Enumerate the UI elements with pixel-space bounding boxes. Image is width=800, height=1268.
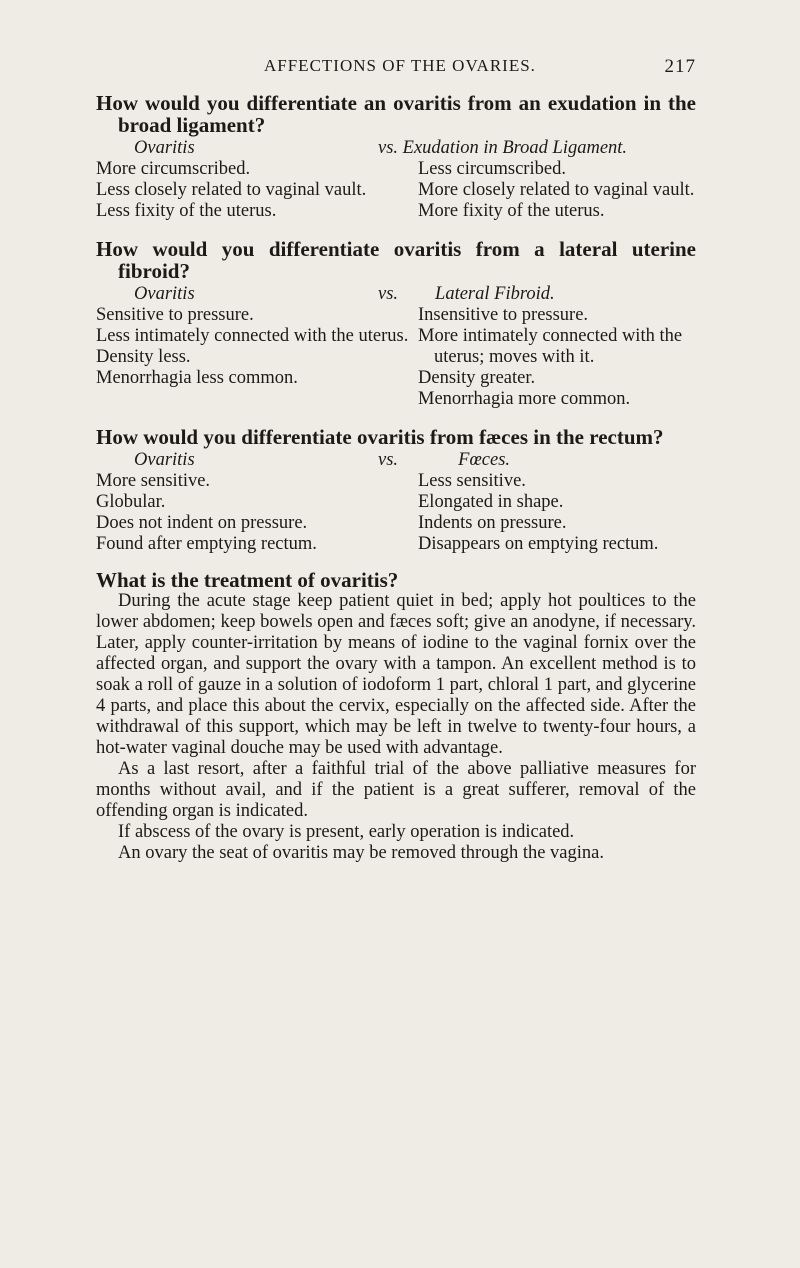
question-heading: How would you differentiate ovaritis from fæces in the rectum? (96, 425, 664, 449)
paragraph: If abscess of the ovary is present, early operation is indicated. (118, 822, 575, 842)
right-header-text: Fœces. (458, 450, 511, 470)
left-item: Less closely related to vaginal vault. (96, 180, 367, 200)
left-item: More sensitive. (96, 471, 211, 491)
page-number: 217 (664, 56, 696, 77)
comparison-right-column (378, 138, 696, 222)
section-lateral-fibroid (96, 238, 696, 410)
left-item: More circumscribed. (96, 159, 251, 179)
comparison-table (96, 138, 696, 222)
versus-label: vs. (378, 450, 399, 470)
right-item: Insensitive to pressure. (418, 305, 589, 325)
right-item: More fixity of the uterus. (418, 201, 605, 221)
right-header-text: Exudation in Broad Ligament. (402, 138, 628, 158)
left-item: Density less. (96, 347, 191, 367)
right-item: Indents on pressure. (418, 513, 567, 533)
right-item: Less circumscribed. (418, 159, 566, 179)
comparison-right-column (378, 450, 696, 555)
left-item: Sensitive to pressure. (96, 305, 254, 325)
comparison-table (96, 450, 696, 555)
left-item: Does not indent on pressure. (96, 513, 308, 533)
question-heading: How would you differentiate ovaritis from a lateral uterine fibroid? (96, 237, 696, 283)
right-item: More intimately connected with the uterus; moves with it. (418, 326, 683, 367)
comparison-left-column (96, 138, 418, 222)
spacer (96, 222, 696, 238)
versus-label: vs. (378, 284, 399, 304)
spacer (96, 555, 696, 563)
right-column-header (378, 450, 696, 471)
right-header-text: Lateral Fibroid. (435, 284, 555, 304)
comparison-left-column (96, 284, 418, 410)
left-column-header: Ovaritis (134, 284, 195, 304)
paragraph: As a last resort, after a faithful trial of the above palliative measures for months without avail, and if the patient is a great sufferer, removal of the offending organ is indicated. (96, 759, 696, 821)
right-item: Disappears on emptying rectum. (418, 534, 659, 554)
left-item: Found after emptying rectum. (96, 534, 317, 554)
comparison-left-column (96, 450, 418, 555)
question-heading: How would you differentiate an ovaritis from an exudation in the broad ligament? (96, 91, 696, 137)
right-item: Density greater. (418, 368, 536, 388)
left-column-header: Ovaritis (134, 138, 195, 158)
right-item: Less sensitive. (418, 471, 526, 491)
versus-label: vs. (378, 138, 399, 158)
page-content (96, 92, 696, 864)
left-column-header: Ovaritis (134, 450, 195, 470)
left-item: Less intimately connected with the uterus. (96, 326, 409, 346)
question-heading: What is the treatment of ovaritis? (96, 568, 399, 592)
spacer (96, 410, 696, 426)
right-column-header (378, 284, 696, 305)
left-item: Less fixity of the uterus. (96, 201, 277, 221)
section-broad-ligament (96, 92, 696, 222)
running-head-title: AFFECTIONS OF THE OVARIES. (264, 56, 536, 75)
left-item: Menorrhagia less common. (96, 368, 298, 388)
paragraph: An ovary the seat of ovaritis may be removed through the vagina. (118, 843, 604, 863)
right-item: Elongated in shape. (418, 492, 564, 512)
section-faeces (96, 426, 696, 555)
right-column-header (378, 138, 696, 159)
comparison-right-column (378, 284, 696, 410)
right-item: Menorrhagia more common. (418, 389, 631, 409)
comparison-table (96, 284, 696, 410)
paragraph: During the acute stage keep patient quiet in bed; apply hot poultices to the lower abdomen; keep bowels open and fæces soft; give an anodyne, if necessary. Later, apply counter-irritation by means of iodine to the vaginal fornix over the affected organ, and support the ovary with a tampon. An excellent method is to soak a roll of gauze in a solution of iodoform 1 part, chloral 1 part, and glycerine 4 parts, and place this about the cervix, especially on the affected side. After the withdrawal of this support, which may be left in twelve to twenty-four hours, a hot-water vaginal douche may be used with advantage. (96, 591, 696, 758)
left-item: Globular. (96, 492, 166, 512)
right-item: More closely related to vaginal vault. (418, 180, 695, 200)
section-treatment (96, 569, 696, 864)
